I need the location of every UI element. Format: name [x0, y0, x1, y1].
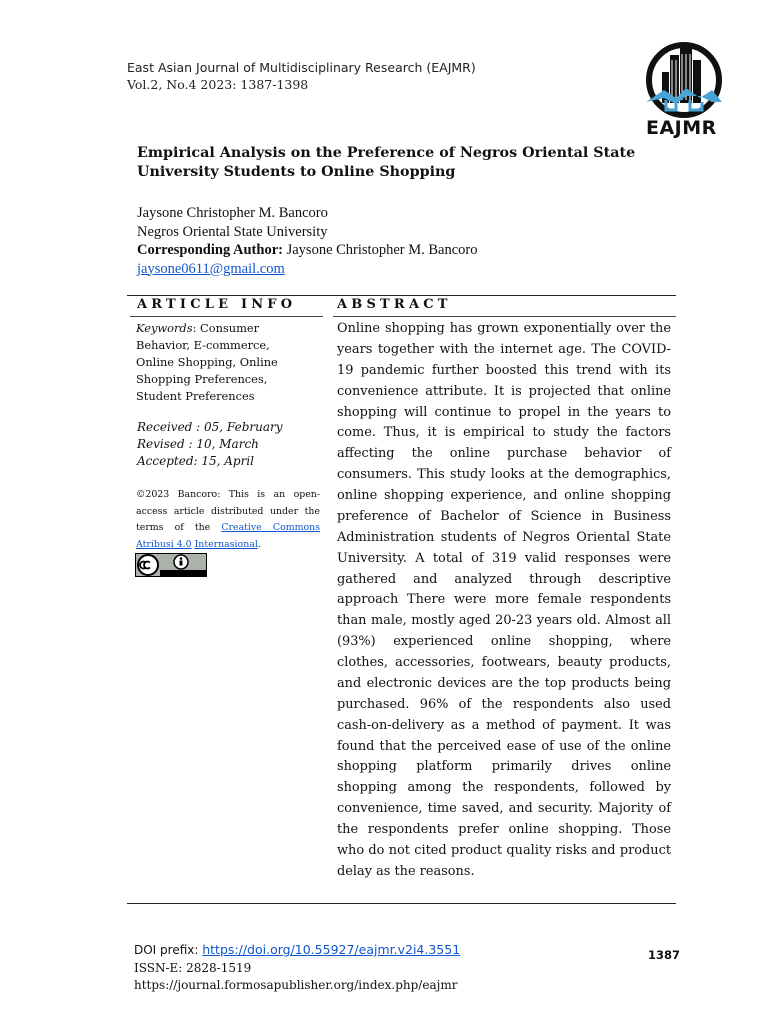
received-date: Received : 05, February [137, 420, 283, 434]
footer-journal-url[interactable]: https://journal.formosapublisher.org/index.php/eajmr [134, 978, 458, 992]
article-dates [137, 419, 312, 470]
corresponding-label: Corresponding Author: [137, 242, 283, 258]
bottom-divider [127, 903, 676, 904]
page-number: 1387 [648, 948, 681, 962]
license-notice [136, 487, 320, 553]
keywords-label: Keywords [136, 321, 193, 335]
paper-title: Empirical Analysis on the Preference of Negros Oriental State University Students to Online Shopping [137, 145, 636, 180]
license-end: . [257, 538, 261, 550]
keywords [136, 320, 311, 405]
author-name: Jaysone Christopher M. Bancoro [137, 205, 328, 221]
abstract-rule [333, 316, 676, 317]
author-block [137, 204, 677, 278]
footer-doi [134, 942, 460, 958]
corresponding-author [137, 241, 677, 260]
journal-header-name: East Asian Journal of Multidisciplinary Research (EAJMR) [127, 60, 476, 75]
article-info-heading: ARTICLE INFO [137, 297, 297, 312]
footer-issn: ISSN-E: 2828-1519 [134, 961, 252, 975]
author-affiliation: Negros Oriental State University [137, 223, 328, 240]
doi-label: DOI prefix: [134, 943, 203, 957]
abstract-heading: ABSTRACT [337, 297, 452, 312]
doi-link[interactable]: https://doi.org/10.55927/eajmr.v2i4.3551 [202, 942, 461, 957]
article-info-rule [130, 316, 323, 317]
journal-volume: Vol.2, No.4 2023: 1387-1398 [127, 77, 309, 92]
creative-commons-link[interactable]: Creative Commons Atribusi 4.0 [136, 522, 320, 550]
license-text: ©2023 Bancoro: This is an open-access article distributed under the terms of the [136, 489, 320, 533]
revised-date: Revised : 10, March [137, 437, 259, 451]
author-email-link[interactable]: jaysone0611@gmail.com [137, 260, 285, 277]
top-divider [127, 295, 676, 296]
cc-by-license-badge-icon[interactable] [135, 553, 207, 577]
accepted-date: Accepted: 15, April [137, 454, 255, 468]
internasional-link[interactable]: Internasional [194, 538, 258, 550]
abstract-body: Online shopping has grown exponentially over the years together with the internet age. The COVID-19 pandemic further boosted this trend with its convenience attribute. It is projected that online shopping will continue to propel in the years to come. Thus, it is empirical to study the factors affecting the online purchase behavior of consumers. This study looks at the demographics, online shopping experience, and online shopping preference of Bachelor of Science in Business Administration students of Negros Oriental State University. A total of 319 valid responses were gathered and analyzed through descriptive approach There were more female respondents than male, mostly aged 20-23 years old. Almost all (93%) experienced online shopping, where clothes, accessories, footwears, beauty products, and electronic devices are the top products being purchased. 96% of the respondents also used cash-on-delivery as a method of payment. It was found that the perceived ease of use of the online shopping platform primarily drives online shopping among the respondents, followed by convenience, time saved, and security. Majority of the respondents prefer online shopping. Those who do not cited product quality risks and product delay as the reasons. [337, 321, 671, 879]
corresponding-name: Jaysone Christopher M. Bancoro [286, 242, 478, 258]
keywords-list: : Consumer Behavior, E-commerce, Online Shopping, Online Shopping Preferences, Student Preferences [136, 321, 278, 403]
journal-logo-text: EAJMR [646, 117, 717, 139]
